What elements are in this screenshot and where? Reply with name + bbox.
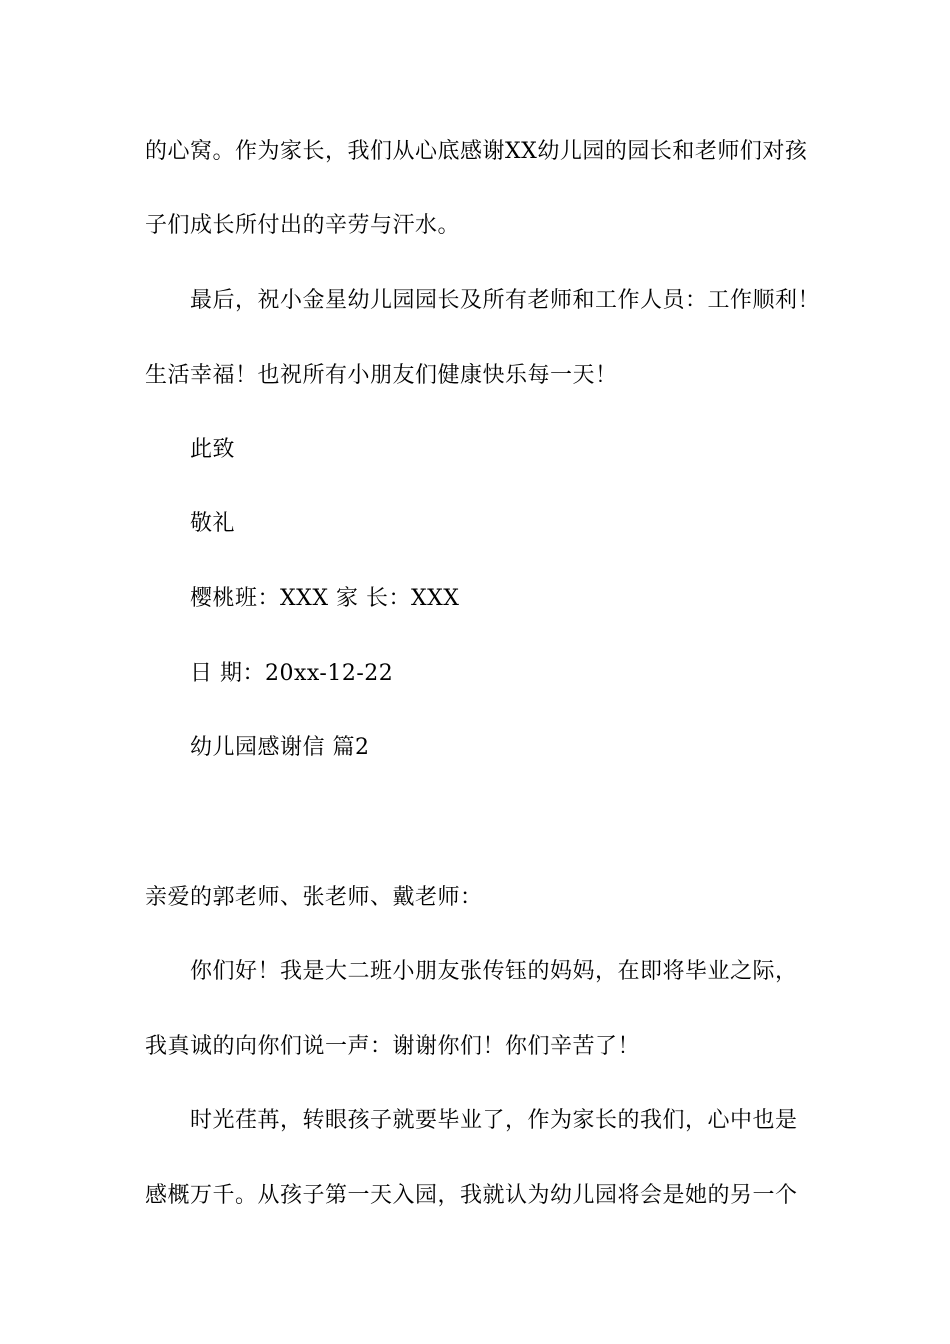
paragraph-line: 最后，祝小金星幼儿园园长及所有老师和工作人员：工作顺利！ xyxy=(190,288,821,313)
paragraph-line: 生活幸福！也祝所有小朋友们健康快乐每一天！ xyxy=(145,363,618,388)
paragraph-line: 我真诚的向你们说一声：谢谢你们！你们辛苦了！ xyxy=(145,1034,641,1059)
paragraph-line: 时光荏苒，转眼孩子就要毕业了，作为家长的我们，心中也是 xyxy=(190,1108,798,1133)
paragraph-line: 的心窝。作为家长，我们从心底感谢XX幼儿园的园长和老师们对孩 xyxy=(145,139,808,164)
closing-line: 敬礼 xyxy=(190,511,236,536)
paragraph-line: 你们好！我是大二班小朋友张传钰的妈妈，在即将毕业之际， xyxy=(190,959,798,984)
salutation-line: 亲爱的郭老师、张老师、戴老师： xyxy=(145,885,483,910)
date-line: 日 期：20xx-12-22 xyxy=(190,661,394,686)
section-title: 幼儿园感谢信 篇2 xyxy=(190,735,370,760)
paragraph-line: 感概万千。从孩子第一天入园，我就认为幼儿园将会是她的另一个 xyxy=(145,1183,798,1208)
closing-line: 此致 xyxy=(190,437,236,462)
signature-line: 樱桃班：XXX 家 长：XXX xyxy=(190,586,460,611)
paragraph-line: 子们成长所付出的辛劳与汗水。 xyxy=(145,213,461,238)
